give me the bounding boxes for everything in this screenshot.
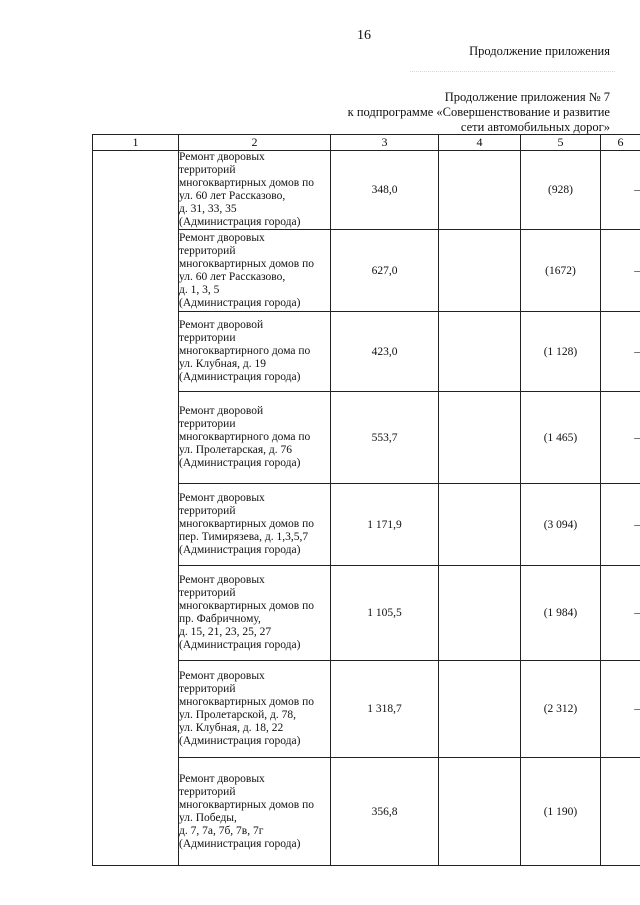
description-line: (Администрация города)	[179, 735, 301, 747]
description-line: территорий	[179, 785, 236, 798]
description-line: многоквартирных домов по	[179, 798, 314, 811]
description-line: (Администрация города)	[179, 216, 301, 228]
description-line: ул. Пролетарская, д. 76	[179, 444, 293, 456]
description-line: многоквартирных домов по	[179, 696, 314, 708]
cell-col-4	[439, 312, 521, 392]
appendix-title: Продолжение приложения № 7	[444, 90, 610, 104]
cell-description	[179, 151, 331, 230]
cell-col-4	[439, 230, 521, 312]
cell-amount: 423,0	[331, 312, 439, 392]
cell-col-4	[439, 758, 521, 866]
description-line: территории	[179, 332, 236, 344]
description-line: Ремонт дворовой	[179, 319, 264, 331]
cell-col-5: (928)	[521, 151, 601, 230]
cell-col-4	[439, 151, 521, 230]
description-line: ул. 60 лет Рассказово,	[179, 190, 286, 202]
description-line: территорий	[179, 505, 236, 517]
page-number: 16	[357, 28, 371, 43]
cell-amount: 553,7	[331, 392, 439, 484]
cell-col-6: –	[601, 484, 640, 566]
description-line: пр. Фабричному,	[179, 613, 261, 625]
description-line: территорий	[179, 587, 236, 599]
cell-description	[179, 392, 331, 484]
description-line: (Администрация города)	[179, 639, 301, 651]
cell-col-6: –	[601, 661, 640, 758]
cell-col-4	[439, 484, 521, 566]
cell-description	[179, 661, 331, 758]
description-line: Ремонт дворовых	[179, 772, 265, 785]
cell-col-6: –	[601, 151, 640, 230]
cell-description	[179, 230, 331, 312]
description-line: ул. Клубная, д. 18, 22	[179, 722, 284, 734]
description-line: Ремонт дворовых	[179, 231, 265, 244]
description-line: (Администрация города)	[179, 837, 301, 850]
header-col-4: 4	[439, 135, 521, 151]
subprogram-line-2: сети автомобильных дорог»	[460, 120, 610, 134]
cell-amount: 1 171,9	[331, 484, 439, 566]
subprogram-line-1: к подпрограмме «Совершенствование и развитие	[347, 105, 610, 119]
description-line: многоквартирного дома по	[179, 431, 311, 443]
table-row	[93, 151, 640, 230]
description-line: (Администрация города)	[179, 457, 301, 469]
description-line: д. 15, 21, 23, 25, 27	[179, 626, 272, 638]
cell-amount: 1 318,7	[331, 661, 439, 758]
description-line: многоквартирных домов по	[179, 600, 314, 612]
description-line: территорий	[179, 164, 236, 176]
cell-col-4	[439, 392, 521, 484]
description-line: многоквартирных домов по	[179, 257, 314, 270]
cell-col-5: (1 128)	[521, 312, 601, 392]
cell-description	[179, 758, 331, 866]
cell-col-6: –	[601, 566, 640, 661]
description-line: Ремонт дворовых	[179, 574, 265, 586]
cell-description	[179, 566, 331, 661]
description-line: д. 1, 3, 5	[179, 283, 220, 296]
cell-col-1	[93, 151, 179, 866]
description-line: (Администрация города)	[179, 544, 301, 556]
description-line: Ремонт дворовых	[179, 670, 265, 682]
cell-col-5: (1 190)	[521, 758, 601, 866]
description-line: Ремонт дворовых	[179, 492, 265, 504]
cell-amount: 627,0	[331, 230, 439, 312]
table-body	[93, 151, 640, 866]
description-line: д. 7, 7а, 7б, 7в, 7г	[179, 824, 264, 837]
header-col-3: 3	[331, 135, 439, 151]
header-col-2: 2	[179, 135, 331, 151]
cell-col-5: (1672)	[521, 230, 601, 312]
scan-smudge	[410, 66, 615, 72]
header-col-1: 1	[93, 135, 179, 151]
appendix-header	[348, 90, 610, 135]
cell-description	[179, 312, 331, 392]
description-line: территорий	[179, 244, 236, 257]
description-line: Ремонт дворовой	[179, 405, 264, 417]
description-line: многоквартирных домов по	[179, 177, 314, 189]
cell-col-6: –	[601, 392, 640, 484]
description-line: территории	[179, 418, 236, 430]
description-line: территорий	[179, 683, 236, 695]
table-header-row	[93, 135, 640, 151]
description-line: пер. Тимирязева, д. 1,3,5,7	[179, 531, 309, 543]
header-col-6: 6	[601, 135, 640, 151]
description-line: ул. 60 лет Рассказово,	[179, 270, 286, 283]
cell-description	[179, 484, 331, 566]
description-line: д. 31, 33, 35	[179, 203, 237, 215]
description-line: (Администрация города)	[179, 296, 301, 309]
cell-col-5: (1 984)	[521, 566, 601, 661]
cell-amount: 1 105,5	[331, 566, 439, 661]
cell-amount: 356,8	[331, 758, 439, 866]
description-line: Ремонт дворовых	[179, 151, 265, 163]
description-line: ул. Клубная, д. 19	[179, 358, 266, 370]
cell-col-6	[601, 758, 640, 866]
cell-col-5: (2 312)	[521, 661, 601, 758]
description-line: многоквартирного дома по	[179, 345, 311, 357]
description-line: многоквартирных домов по	[179, 518, 314, 530]
description-line: ул. Пролетарской, д. 78,	[179, 709, 296, 721]
cell-col-5: (3 094)	[521, 484, 601, 566]
appendix-table	[92, 134, 640, 866]
cell-col-6: –	[601, 230, 640, 312]
cell-col-6: –	[601, 312, 640, 392]
description-line: ул. Победы,	[179, 811, 237, 824]
cell-col-4	[439, 661, 521, 758]
continuation-label: Продолжение приложения	[469, 44, 610, 58]
cell-col-5: (1 465)	[521, 392, 601, 484]
header-col-5: 5	[521, 135, 601, 151]
description-line: (Администрация города)	[179, 371, 301, 383]
cell-col-4	[439, 566, 521, 661]
cell-amount: 348,0	[331, 151, 439, 230]
